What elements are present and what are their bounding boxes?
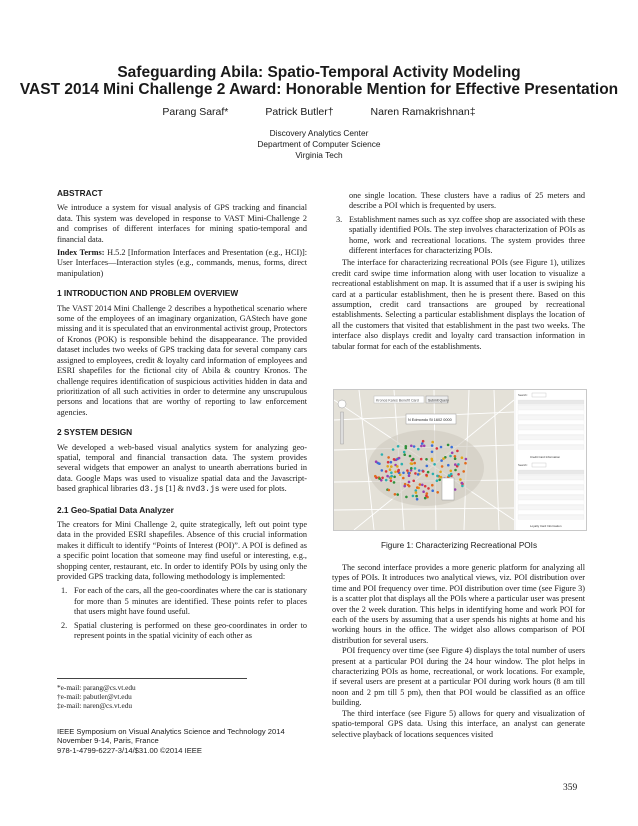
customer-marker[interactable] [450,473,453,476]
customer-marker[interactable] [396,493,399,496]
customer-marker[interactable] [447,444,450,447]
table-row [518,500,584,504]
affiliation-line: Department of Computer Science [257,139,381,149]
customer-marker[interactable] [454,463,457,466]
customer-marker[interactable] [426,465,429,468]
conference-line: November 9-14, Paris, France [57,736,159,746]
paragraph-recreational: The interface for characterizing recreational POIs (see Figure 1), utilizes credit card swipe time information along with user location to visualize a recreational establishment on map. It is assumed that if a user is swiping his card at a particular establishment, then he is present there. Based on this assumption, credit card transactions are grouped by recreational establishments. Selecting a particular establishment displays the location of all the customers that visited that establishment in the past two weeks. The interface also displays credit and loyalty card transaction information in tabular format for each of the establishments. [332,258,585,351]
author-1: Parang Saraf* [162,106,229,118]
customer-marker[interactable] [421,442,424,445]
customer-marker[interactable] [462,470,465,473]
table-row [518,440,584,444]
customer-marker[interactable] [403,451,406,454]
customer-marker[interactable] [450,446,453,449]
list-continuation: one single location. These clusters have a radius of 25 meters and describe a POI which is frequented by users. [349,191,585,211]
customer-marker[interactable] [381,453,384,456]
table-row [518,505,584,509]
table-row [518,515,584,519]
right-column-top [332,191,585,352]
footnote: *e-mail: parang@cs.vt.edu [57,683,136,692]
section-2-heading: 2 SYSTEM DESIGN [57,427,133,438]
customer-marker[interactable] [390,465,393,468]
table-header-row [518,470,584,474]
table-search-input[interactable] [532,463,546,467]
index-terms [57,248,307,279]
list-item: 1. For each of the cars, all the geo-coordinates where the car is stationary for more than 5 minutes are identified. These points refer to places that users might have found useful. [61,586,307,617]
customer-marker[interactable] [424,485,427,488]
abstract-heading: ABSTRACT [57,188,103,198]
customer-marker[interactable] [387,456,390,459]
conference-line: IEEE Symposium on Visual Analytics Science and Technology 2014 [57,727,285,736]
map-view [334,390,514,530]
customer-marker[interactable] [456,450,459,453]
customer-marker[interactable] [417,473,420,476]
table-row [518,495,584,499]
page-number: 359 [563,783,578,793]
paper-subtitle: VAST 2014 Mini Challenge 2 Award: Honorable Mention for Effective Presentation [19,81,619,98]
footnotes [57,683,307,711]
credit-card-table [518,400,584,449]
table-row [518,510,584,514]
section-2-1-text: The creators for Mini Challenge 2, quite strategically, left out point type data in the provided ESRI shapefiles. Absence of this crucial information makes it difficult to identify “Points of Interest (POI)”. A POI is defined as a specific point location that someone may find useful or interesting, e.g., shopping center, restaurant, etc. In order to identify POIs by using only the provided GPS tracking data, following methodology is implemented: [57,519,307,581]
customer-marker[interactable] [424,497,427,500]
table-row [518,425,584,429]
map-pan-control-icon[interactable] [338,400,346,408]
customer-marker[interactable] [442,457,445,460]
customer-marker[interactable] [412,458,415,461]
customer-marker[interactable] [454,455,457,458]
customer-marker[interactable] [387,461,390,464]
index-terms-text: H.5.2 [Information Interfaces and Presentation (e.g., HCI)]: User Interfaces—Interaction styles (e.g., commands, menus, forms, direct manipulation) [57,248,308,278]
customer-marker[interactable] [420,445,423,448]
author-list [0,106,638,118]
customer-marker[interactable] [440,459,443,462]
table-row [518,430,584,434]
table-row [518,405,584,409]
customer-marker[interactable] [417,448,420,451]
submit-query-label: Submit Query [428,398,449,403]
abstract-text: We introduce a system for visual analysis of GPS tracking and financial data. This system was developed in response to VAST Mini-Challenge 2 and comprises of different interfaces for mining spatio-temporal and financial data. [57,203,307,244]
customer-marker[interactable] [405,445,408,448]
table-row [518,420,584,424]
customer-marker[interactable] [423,445,426,448]
credit-card-title: Credit Card Information [530,455,561,459]
affiliation-line: Discovery Analytics Center [269,128,369,138]
dropdown-text: Kronos Kares Benefit Card [376,398,419,403]
customer-marker[interactable] [397,445,400,448]
customer-marker[interactable] [431,484,434,487]
customer-marker[interactable] [410,467,413,470]
customer-marker[interactable] [409,455,412,458]
customer-marker[interactable] [415,491,418,494]
customer-marker[interactable] [394,493,397,496]
table-row [518,490,584,494]
customer-marker[interactable] [422,470,425,473]
customer-marker[interactable] [448,474,451,477]
author-2: Patrick Butler† [265,106,334,118]
customer-marker[interactable] [433,463,436,466]
loyalty-card-title: Loyalty Card Information [530,524,562,528]
customer-marker[interactable] [393,458,396,461]
customer-marker[interactable] [425,474,428,477]
customer-marker[interactable] [420,458,423,461]
customer-marker[interactable] [431,441,434,444]
marker-popup [442,478,454,500]
list-item: 2. Spatial clustering is performed on these geo-coordinates in order to represent points in the spatial vicinity of each other as [61,620,307,641]
customer-marker[interactable] [389,468,392,471]
customer-marker[interactable] [407,484,410,487]
customer-marker[interactable] [415,495,418,498]
footnote-rule [57,678,247,679]
customer-marker[interactable] [431,444,434,447]
customer-marker[interactable] [447,464,450,467]
customer-marker[interactable] [426,492,429,495]
table-svg [516,390,586,530]
customer-marker[interactable] [422,440,425,443]
affiliation-line: Virginia Tech [295,150,343,160]
customer-marker[interactable] [403,485,406,488]
customer-marker[interactable] [432,473,435,476]
customer-marker[interactable] [408,474,411,477]
customer-marker[interactable] [410,445,413,448]
section-2-text: We developed a web-based visual analytics system for analyzing geo-spatial, temporal and financial transaction data. The system provides several widgets that empower an analyst to unearth aberrations buried in data. Google Maps was used to visualize spatial data and the Javascript-based graphical libraries d3.js [1] & nvd3.js were used for plots. [57,442,307,495]
customer-marker[interactable] [402,477,405,480]
paragraph-second-interface: The second interface provides a more generic platform for analyzing all types of POIs. It introduces two analytical views, viz. POI distribution over time and POI frequency over time. POI distribution over time (see Figure 3) is a scatter plot that displays all the POIs where a particular user was present over the 2 week duration. This helps in identifying home and work POI for each of the users by assuming that a user spends his nights at home and his working hours in the office. The widget also allows comparison of POI distribution for several users. [332,563,585,645]
right-column-bottom [332,563,585,740]
customer-marker[interactable] [378,477,381,480]
map-info-label: N Edmondo St 1602 0000 [408,418,452,422]
customer-marker[interactable] [385,470,388,473]
map-svg [334,390,514,530]
customer-marker[interactable] [464,462,467,465]
code-nvd3: nvd3.js [185,485,220,495]
customer-marker[interactable] [401,463,404,466]
customer-marker[interactable] [390,475,393,478]
paragraph-poi-frequency: POI frequency over time (see Figure 4) displays the total number of users present at a particular POI during the 24 hour window. The plot helps in characterizing POIs as home, recreational, or work locations. For example, if several users are present at a particular POI during work hours (8 am till noon and 2 pm till 5 pm), then that POI would be classified as an office building. [332,646,585,708]
paragraph-third-interface: The third interface (see Figure 5) allows for query and visualization of spatio-temporal GPS data. Using this interface, an analyst can generate selective playback of locations sequences visited [332,708,585,739]
customer-marker[interactable] [451,452,454,455]
customer-marker[interactable] [427,487,430,490]
zoom-slider[interactable] [341,412,344,444]
customer-marker[interactable] [412,480,415,483]
table-header-row [518,400,584,404]
customer-marker[interactable] [394,471,397,474]
customer-marker[interactable] [381,477,384,480]
paper-title: Safeguarding Abila: Spatio-Temporal Activity Modeling [117,64,521,81]
table-row [518,485,584,489]
footnote: ‡e-mail: naren@cs.vt.edu [57,701,132,711]
conference-line: 978-1-4799-6227-3/14/$31.00 ©2014 IEEE [57,745,202,755]
customer-marker[interactable] [457,473,460,476]
table-row [518,480,584,484]
customer-marker[interactable] [419,483,422,486]
customer-marker[interactable] [439,471,442,474]
list-item: 3. Establishment names such as xyz coffee shop are associated with these spatially identified POIs. The step involves characterization of POIs as home, work and recreational locations. The system provides three different interfaces for characterizing POIs. [336,214,585,256]
customer-marker[interactable] [416,486,419,489]
section-1-text: The VAST 2014 Mini Challenge 2 describes a hypothetical scenario where some of the employees of an imaginary organization, GAStech have gone missing and it is speculated that an environmental activist group, Protectors of Kronos (POK) is responsible behind the disappearance. The provided dataset includes two weeks of GPS tracking data for several company cars assigned to employees, credit & loyalty card information of employees and ESRI shapefiles for the fictional city of Abila & country Kronos. The challenge requires identification of suspicious activities hidden in data and prioritization of all such activities in order to determine any unscrupulous persons and locations that are worthy of reporting to law enforcement agencies. [57,303,307,417]
customer-marker[interactable] [386,465,389,468]
customer-marker[interactable] [427,471,430,474]
customer-marker[interactable] [441,465,444,468]
customer-marker[interactable] [408,472,411,475]
customer-marker[interactable] [421,484,424,487]
customer-marker[interactable] [436,491,439,494]
customer-marker[interactable] [410,462,413,465]
affiliation [0,128,638,161]
customer-marker[interactable] [457,463,460,466]
customer-marker[interactable] [431,458,434,461]
code-d3: d3.js [139,485,164,495]
section-1-heading: 1 INTRODUCTION AND PROBLEM OVERVIEW [57,288,239,299]
customer-marker[interactable] [461,456,464,459]
customer-marker[interactable] [392,448,395,451]
customer-marker[interactable] [436,479,439,482]
customer-marker[interactable] [436,447,439,450]
customer-marker[interactable] [414,467,417,470]
paper-title-block [0,64,638,98]
customer-marker[interactable] [418,469,421,472]
footnote: †e-mail: pabutler@vt.edu [57,692,132,702]
index-terms-label: Index Terms: [57,248,105,258]
customer-marker[interactable] [397,470,400,473]
customer-marker[interactable] [440,446,443,449]
figure-1-caption: Figure 1: Characterizing Recreational POIs [380,541,538,550]
customer-marker[interactable] [454,469,457,472]
card-info-panel [516,390,586,530]
customer-marker[interactable] [461,482,464,485]
customer-marker[interactable] [449,455,452,458]
customer-marker[interactable] [465,458,468,461]
customer-marker[interactable] [412,495,415,498]
table-search-input[interactable] [532,393,546,397]
customer-marker[interactable] [381,469,384,472]
customer-marker[interactable] [388,489,391,492]
customer-marker[interactable] [385,479,388,482]
table-row [518,415,584,419]
customer-marker[interactable] [393,481,396,484]
section-2-1-heading: 2.1 Geo-Spatial Data Analyzer [57,504,174,515]
customer-marker[interactable] [374,475,377,478]
customer-marker[interactable] [454,457,457,460]
customer-marker[interactable] [405,496,408,499]
customer-marker[interactable] [390,480,393,483]
customer-marker[interactable] [386,475,389,478]
customer-marker[interactable] [413,445,416,448]
customer-marker[interactable] [459,478,462,481]
customer-marker[interactable] [422,490,425,493]
method-list [57,586,307,641]
customer-marker[interactable] [393,476,396,479]
table-search-label: Search: [518,393,528,397]
customer-marker[interactable] [431,451,434,454]
loyalty-card-table [518,470,584,519]
customer-marker[interactable] [408,481,411,484]
table-row [518,410,584,414]
customer-marker[interactable] [375,460,378,463]
table-row [518,435,584,439]
customer-marker[interactable] [390,471,393,474]
table-row [518,475,584,479]
customer-marker[interactable] [414,472,417,475]
table-row [518,445,584,449]
customer-marker[interactable] [416,498,419,501]
table-search-label: Search: [518,463,528,467]
figure-1 [333,389,587,531]
customer-marker[interactable] [403,453,406,456]
left-column [57,188,307,641]
customer-marker[interactable] [431,489,434,492]
customer-marker[interactable] [402,472,405,475]
conference-info [57,727,317,755]
method-list-continued [332,215,585,257]
customer-marker[interactable] [425,458,428,461]
customer-marker[interactable] [398,457,401,460]
author-3: Naren Ramakrishnan‡ [370,106,476,118]
customer-marker[interactable] [436,475,439,478]
customer-marker[interactable] [438,479,441,482]
customer-marker[interactable] [396,465,399,468]
customer-marker[interactable] [406,469,409,472]
customer-marker[interactable] [413,462,416,465]
customer-marker[interactable] [461,485,464,488]
customer-marker[interactable] [450,470,453,473]
customer-marker[interactable] [390,461,393,464]
